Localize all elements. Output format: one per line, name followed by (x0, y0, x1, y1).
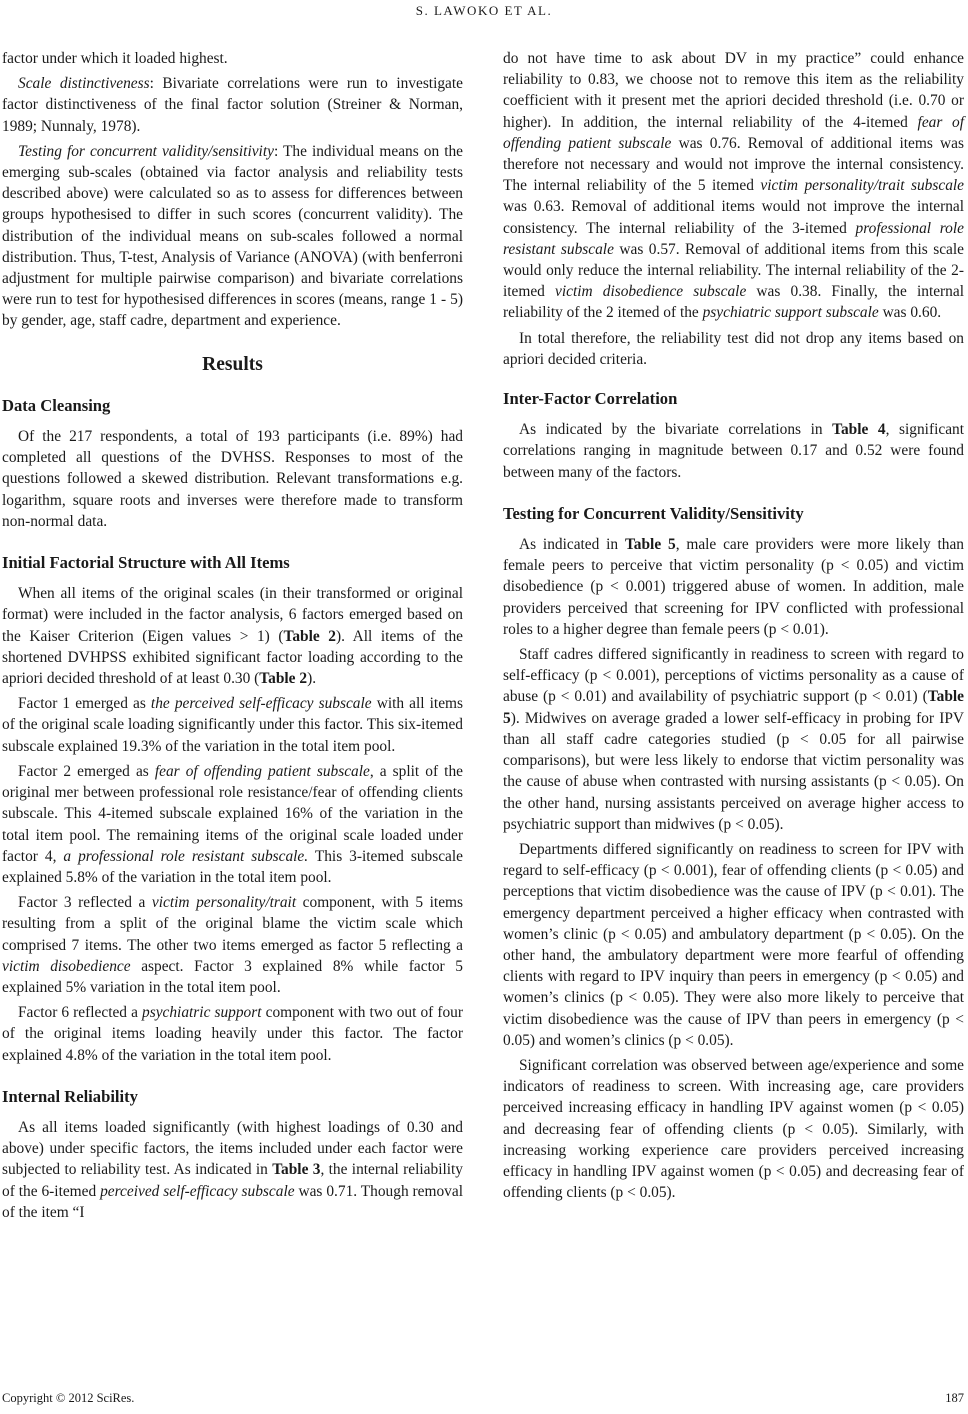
text: Staff cadres differed significantly in readiness to screen with regard to self-efficacy (p < 0.001), perceptions of victims personality as a cause of abuse (p < 0.01) and availability of psychiatric support (p < 0.01) ( (503, 646, 964, 706)
text: was 0.38. Finally, the internal reliability of the 2 itemed of the (503, 283, 964, 322)
scale-distinctiveness-text: : Bivariate correlations were run to investigate factor distinctiveness of the final factor solution (Streiner & Norman, 1989; Nunnaly, 1978). (2, 75, 463, 135)
data-cleansing-heading: Data Cleansing (2, 395, 111, 415)
factor-6-paragraph (2, 1002, 463, 1066)
departments-paragraph: Departments differed significantly on readiness to screen for IPV with regard to self-efficacy (p < 0.001), fear of offending clients (p < 0.05) and perceptions that victim disobedience was the cause of IPV (p < 0.01). The emergency department perceived a higher efficacy when contrasted with women’s clinic (p < 0.05) and ambulatory department (p < 0.05). On the other hand, the ambulatory department were more fearful of offending clients with regard to IPV inquiry than peers in emergency (p < 0.05) and women’s clinics (p < 0.05). They were also more likely to perceive that victim disobedience was the cause of IPV than peers in emergency (p < 0.05) and women’s clinics (p < 0.05). (503, 840, 964, 1049)
factor-2-paragraph (2, 761, 463, 888)
text: , significant correlations ranging in magnitude between 0.17 and 0.52 were found between many of the factors. (503, 421, 964, 481)
text: As indicated in (519, 536, 625, 554)
table-3-ref: Table 3 (272, 1161, 321, 1179)
professional-role-term: professional role resistant subscale (503, 219, 964, 258)
victim-disobedience-term: victim disobedience subscale (555, 283, 747, 301)
victim-disobedience-term: victim disobedience (2, 957, 131, 975)
text: ). (307, 670, 317, 688)
text: As all items loaded significantly (with highest loadings of 0.30 and above) under specific factors, the items included under each factor were subjected to reliability test. As indicated in (2, 1118, 463, 1179)
psychiatric-support-term: psychiatric support subscale (702, 304, 879, 322)
inter-factor-paragraph (503, 419, 964, 483)
concurrent-validity-heading: Testing for Concurrent Validity/Sensitivity (503, 503, 804, 523)
text: component, with 5 items resulting from a split of the original blame the victim scale which comprised 7 items. The other two items emerged as factor 5 reflecting a (2, 894, 463, 954)
paragraph-scale-distinctiveness (2, 73, 463, 137)
staff-cadre-paragraph (503, 644, 964, 835)
professional-role-term: a professional role resistant subscale. (63, 847, 309, 865)
text: Factor 3 reflected a (18, 894, 152, 912)
text: component with two out of four of the original items loading heavily under this factor. The factor explained 4.8% of the variation in the total item pool. (2, 1004, 463, 1064)
inter-factor-heading: Inter-Factor Correlation (503, 389, 678, 409)
text: with all items of the original scale loading significantly under this factor. This six-itemed subscale explained 19.3% of the variation in the total item pool. (2, 695, 463, 755)
gender-paragraph (503, 534, 964, 640)
paragraph-concurrent-validity (2, 141, 463, 332)
text: was 0.60. (878, 304, 942, 322)
concurrent-validity-label: Testing for concurrent validity/sensitivity (18, 142, 274, 160)
internal-reliability-paragraph (2, 1117, 463, 1223)
page-number: 187 (945, 1391, 964, 1405)
scale-distinctiveness-label: Scale distinctiveness (18, 75, 150, 93)
text: , a split of the original mer between professional role resistance/fear of offending clients subscale. This 4-itemed subscale explained 16% of the variation in the total item pool. The remaining items of the original scale loaded under factor 4, (2, 762, 463, 865)
text: was 0.57. Removal of additional items from this scale would only reduce the internal reliability. The internal reliability of the 2-itemed (503, 240, 964, 301)
copyright-text: Copyright © 2012 SciRes. (2, 1391, 135, 1405)
text: As indicated by the bivariate correlations in (519, 421, 833, 439)
text: was 0.76. Removal of additional items was therefore not necessary and would not improve the internal consistency. The internal reliability of the 5 itemed (503, 134, 964, 195)
text: Factor 6 reflected a (18, 1004, 143, 1022)
table-4-ref: Table 4 (832, 421, 886, 439)
text: was 0.63. Removal of additional items would not improve the internal consistency. The internal reliability of the 3-itemed (503, 198, 964, 237)
data-cleansing-paragraph: Of the 217 respondents, a total of 193 participants (i.e. 89%) had completed all questions of the DVHSS. Responses to most of the questions followed a skewed distribution. Relevant transformations e.g. logarithm, square roots and inverses were therefore made to transform non-normal data. (2, 428, 463, 530)
factor-3-paragraph (2, 892, 463, 998)
right-column (503, 48, 964, 1207)
results-heading: Results (202, 353, 263, 375)
age-experience-paragraph: Significant correlation was observed between age/experience and some indicators of readiness to screen. With increasing age, care providers perceived increasing efficacy in handling IPV against women (p < 0.05) and decreasing fear of offending clients (p < 0.05). Similarly, with increasing working experience care providers perceived increasing efficacy in handling IPV against women (p < 0.05) and decreasing fear of offending clients (p < 0.05). (503, 1056, 964, 1202)
text: Factor 1 emerged as (18, 695, 151, 713)
self-efficacy-term: perceived self-efficacy subscale (100, 1182, 295, 1200)
table-5-ref: Table 5 (624, 536, 676, 554)
internal-reliability-heading: Internal Reliability (2, 1086, 138, 1106)
paragraph-continuation: factor under which it loaded highest. (2, 50, 228, 67)
text: , the internal reliability of the 6-itemed (2, 1161, 463, 1200)
reliability-total-paragraph: In total therefore, the reliability test did not drop any items based on apriori decided criteria. (503, 329, 964, 368)
table-2-ref: Table 2 (283, 627, 336, 645)
victim-personality-term: victim personality/trait subscale (760, 177, 964, 195)
text: ). All items of the shortened DVHPSS exhibited significant factor loading according to the apriori decided threshold of at least 0.30 ( (2, 627, 463, 688)
table-2-ref: Table 2 (259, 670, 308, 688)
initial-factorial-p1 (2, 583, 463, 689)
left-column (2, 48, 463, 1227)
initial-factorial-heading: Initial Factorial Structure with All Items (2, 553, 290, 573)
text: do not have time to ask about DV in my practice” could enhance reliability to 0.83, we choose not to remove this item as the reliability coefficient with it present met the apriori decided threshold (i.e. 0.70 or higher). In addition, the internal reliability of the 4-itemed (503, 50, 964, 131)
self-efficacy-term: the perceived self-efficacy subscale (150, 695, 372, 713)
text: Factor 2 emerged as (18, 762, 155, 780)
running-head: S. LAWOKO ET AL. (415, 3, 553, 18)
text: aspect. Factor 3 explained 8% while factor 5 explained 5% variation in the total item pool. (2, 957, 463, 996)
text: When all items of the original scales (in their transformed or original format) were included in the factor analysis, 6 factors emerged based on the Kaiser Criterion (Eigen values > 1) ( (2, 585, 463, 645)
factor-1-paragraph (2, 693, 463, 757)
text: This 3-itemed subscale explained 5.8% of the variation in the total item pool. (2, 847, 463, 886)
concurrent-validity-text: : The individual means on the emerging sub-scales (obtained via factor analysis and reliability tests described above) were calculated so as to assess for differences between groups hypothesised to differ in such scores (concurrent validity). The distribution of the individual means on sub-scales followed a normal distribution. Thus, T-test, Analysis of Variance (ANOVA) (with benferroni adjustment for multiple pairwise comparison) and bivariate correlations were run to test for hypothesised differences in scores (means, range 1 - 5) by gender, age, staff cadre, department and experience. (2, 142, 463, 330)
reliability-continuation-paragraph (503, 48, 964, 324)
footer (2, 1391, 964, 1406)
text: , male care providers were more likely than female peers to perceive that victim personality (p < 0.05) and victim disobedience (p < 0.001) triggered abuse of women. In addition, male providers perceived that screening for IPV conflicted with professional roles to a higher degree than female peers (p < 0.01). (503, 536, 964, 638)
fear-offending-term: fear of offending patient subscale (503, 113, 964, 152)
victim-personality-term: victim personality/trait (151, 894, 297, 912)
text: ). Midwives on average graded a lower self-efficacy in probing for IPV than all staff cadre categories studied (p < 0.05 for all pairwise comparisons), but were less likely to endorse that victim personality was the cause of abuse when contrasted with nursing assistants (p < 0.05). On the other hand, nursing assistants perceived on average higher access to psychiatric support than midwives (p < 0.05). (503, 709, 964, 833)
text: was 0.71. Though removal of the item “I (2, 1182, 463, 1221)
psychiatric-support-term: psychiatric support (142, 1004, 262, 1022)
table-5-ref: Table 5 (503, 688, 964, 727)
fear-offending-term: fear of offending patient subscale (154, 762, 370, 780)
